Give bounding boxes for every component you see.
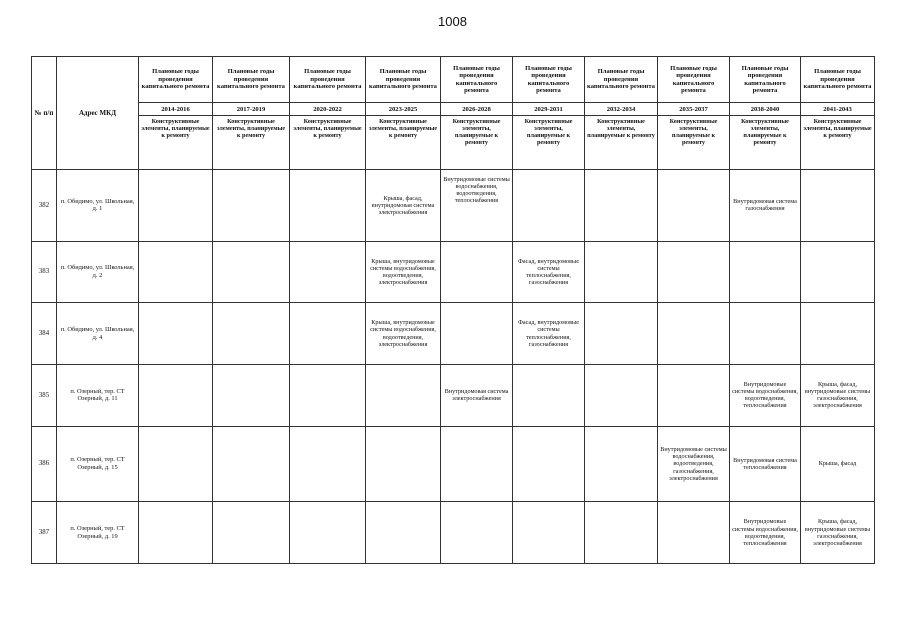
repair-elements-cell — [290, 364, 366, 426]
row-number: 384 — [32, 303, 57, 365]
period-title: Плановые годы проведения капитального ремонта — [585, 57, 658, 103]
repair-elements-cell — [139, 241, 213, 303]
period-subheader: Конструктивные элементы, планируемые к ремонту — [658, 116, 730, 170]
row-number: 387 — [32, 502, 57, 564]
repair-elements-cell — [139, 170, 213, 242]
repair-elements-cell — [513, 502, 585, 564]
repair-elements-cell — [139, 426, 213, 502]
repair-elements-cell — [658, 303, 730, 365]
period-years: 2017-2019 — [213, 103, 290, 116]
column-header-address: Адрес МКД — [57, 57, 139, 170]
repair-elements-cell — [366, 502, 441, 564]
repair-elements-cell — [213, 426, 290, 502]
repair-elements-cell: Внутридомовые системы водоснабжения, водоотведения, газоснабжения, электроснабжения — [658, 426, 730, 502]
table-body — [32, 170, 875, 564]
repair-elements-cell — [213, 303, 290, 365]
repair-elements-cell — [213, 502, 290, 564]
period-title: Плановые годы проведения капитального ремонта — [441, 57, 513, 103]
column-header-number: № п/п — [32, 57, 57, 170]
period-years: 2041-2043 — [801, 103, 875, 116]
period-title: Плановые годы проведения капитального ремонта — [658, 57, 730, 103]
page-number: 1008 — [438, 14, 467, 29]
period-subheader: Конструктивные элементы, планируемые к ремонту — [730, 116, 801, 170]
repair-elements-cell — [441, 502, 513, 564]
repair-elements-cell — [213, 364, 290, 426]
repair-elements-cell — [441, 426, 513, 502]
row-address: п. Озерный, тер. СТ Озерный, д. 15 — [57, 426, 139, 502]
repair-elements-cell — [513, 364, 585, 426]
period-years: 2035-2037 — [658, 103, 730, 116]
repair-elements-cell — [585, 364, 658, 426]
row-address: п. Озерный, тер. СТ Озерный, д. 11 — [57, 364, 139, 426]
repair-elements-cell — [513, 170, 585, 242]
row-address: п. Озерный, тер. СТ Озерный, д. 19 — [57, 502, 139, 564]
repair-elements-cell — [801, 241, 875, 303]
repair-elements-cell — [290, 303, 366, 365]
period-years: 2029-2031 — [513, 103, 585, 116]
repair-elements-cell: Крыша, внутридомовые системы водоснабжения, водоотведения, электроснабжения — [366, 303, 441, 365]
repair-elements-cell — [658, 502, 730, 564]
period-years: 2014-2016 — [139, 103, 213, 116]
repair-elements-cell: Крыша, фасад, внутридомовые системы газоснабжения, электроснабжения — [801, 364, 875, 426]
period-title: Плановые годы проведения капитального ремонта — [801, 57, 875, 103]
repair-elements-cell — [366, 364, 441, 426]
repair-elements-cell — [513, 426, 585, 502]
table-row — [32, 364, 875, 426]
repair-elements-cell: Внутридомовая система электроснабжения — [441, 364, 513, 426]
repair-elements-cell — [139, 303, 213, 365]
period-subheader: Конструктивные элементы, планируемые к ремонту — [366, 116, 441, 170]
repair-elements-cell — [585, 241, 658, 303]
row-number: 386 — [32, 426, 57, 502]
repair-elements-cell — [290, 426, 366, 502]
repair-elements-cell: Фасад, внутридомовые системы теплоснабжения, газоснабжения — [513, 241, 585, 303]
repair-elements-cell — [730, 241, 801, 303]
period-title: Плановые годы проведения капитального ремонта — [290, 57, 366, 103]
repair-elements-cell — [585, 426, 658, 502]
table-row — [32, 170, 875, 242]
repair-elements-cell — [585, 303, 658, 365]
repair-elements-cell — [658, 170, 730, 242]
period-title: Плановые годы проведения капитального ремонта — [213, 57, 290, 103]
repair-elements-cell — [585, 502, 658, 564]
repair-elements-cell: Внутридомовые системы водоснабжения, водоотведения, теплоснабжения — [730, 502, 801, 564]
repair-elements-cell — [213, 170, 290, 242]
table-header — [32, 57, 875, 170]
repair-elements-cell — [658, 364, 730, 426]
repair-elements-cell — [366, 426, 441, 502]
period-subheader: Конструктивные элементы, планируемые к ремонту — [290, 116, 366, 170]
period-title: Плановые годы проведения капитального ремонта — [366, 57, 441, 103]
period-years: 2026-2028 — [441, 103, 513, 116]
repair-elements-cell — [290, 170, 366, 242]
period-subheader: Конструктивные элементы, планируемые к ремонту — [513, 116, 585, 170]
repair-elements-cell — [139, 502, 213, 564]
repair-elements-cell: Фасад, внутридомовые системы теплоснабжения, газоснабжения — [513, 303, 585, 365]
repair-elements-cell: Внутридомовые системы водоснабжения, водоотведения, теплоснабжения — [730, 364, 801, 426]
repair-elements-cell — [801, 303, 875, 365]
row-address: п. Обидимо, ул. Школьная, д. 4 — [57, 303, 139, 365]
period-subheader: Конструктивные элементы, планируемые к ремонту — [213, 116, 290, 170]
repair-elements-cell — [290, 241, 366, 303]
period-subheader: Конструктивные элементы, планируемые к ремонту — [585, 116, 658, 170]
table-row — [32, 303, 875, 365]
row-address: п. Обидимо, ул. Школьная, д. 2 — [57, 241, 139, 303]
period-years: 2038-2040 — [730, 103, 801, 116]
period-years: 2032-2034 — [585, 103, 658, 116]
repair-elements-cell: Внутридомовая система теплоснабжения — [730, 426, 801, 502]
period-title: Плановые годы проведения капитального ремонта — [139, 57, 213, 103]
repair-elements-cell — [290, 502, 366, 564]
repair-elements-cell: Крыша, фасад, внутридомовые системы газоснабжения, электроснабжения — [801, 502, 875, 564]
period-title: Плановые годы проведения капитального ремонта — [513, 57, 585, 103]
table-row — [32, 241, 875, 303]
row-number: 382 — [32, 170, 57, 242]
row-address: п. Обидимо, ул. Школьная, д. 1 — [57, 170, 139, 242]
period-subheader: Конструктивные элементы, планируемые к ремонту — [441, 116, 513, 170]
repair-elements-cell: Крыша, фасад, внутридомовая система электроснабжения — [366, 170, 441, 242]
repair-elements-cell — [139, 364, 213, 426]
repair-elements-cell: Внутридомовые системы водоснабжения, водоотведения, теплоснабжения — [441, 170, 513, 242]
repair-elements-cell — [441, 241, 513, 303]
repair-elements-cell — [658, 241, 730, 303]
row-number: 385 — [32, 364, 57, 426]
repair-elements-cell — [585, 170, 658, 242]
repair-elements-cell — [801, 170, 875, 242]
repair-elements-cell: Крыша, фасад — [801, 426, 875, 502]
period-subheader: Конструктивные элементы, планируемые к ремонту — [801, 116, 875, 170]
period-subheader: Конструктивные элементы, планируемые к ремонту — [139, 116, 213, 170]
repair-elements-cell — [213, 241, 290, 303]
repair-elements-cell: Крыша, внутридомовые системы водоснабжения, водоотведения, электроснабжения — [366, 241, 441, 303]
repair-elements-cell — [730, 303, 801, 365]
table-row — [32, 502, 875, 564]
table-row — [32, 426, 875, 502]
period-years: 2020-2022 — [290, 103, 366, 116]
capital-repair-table — [31, 56, 875, 564]
repair-elements-cell: Внутридомовая система газоснабжения — [730, 170, 801, 242]
period-title: Плановые годы проведения капитального ремонта — [730, 57, 801, 103]
repair-elements-cell — [441, 303, 513, 365]
row-number: 383 — [32, 241, 57, 303]
period-years: 2023-2025 — [366, 103, 441, 116]
